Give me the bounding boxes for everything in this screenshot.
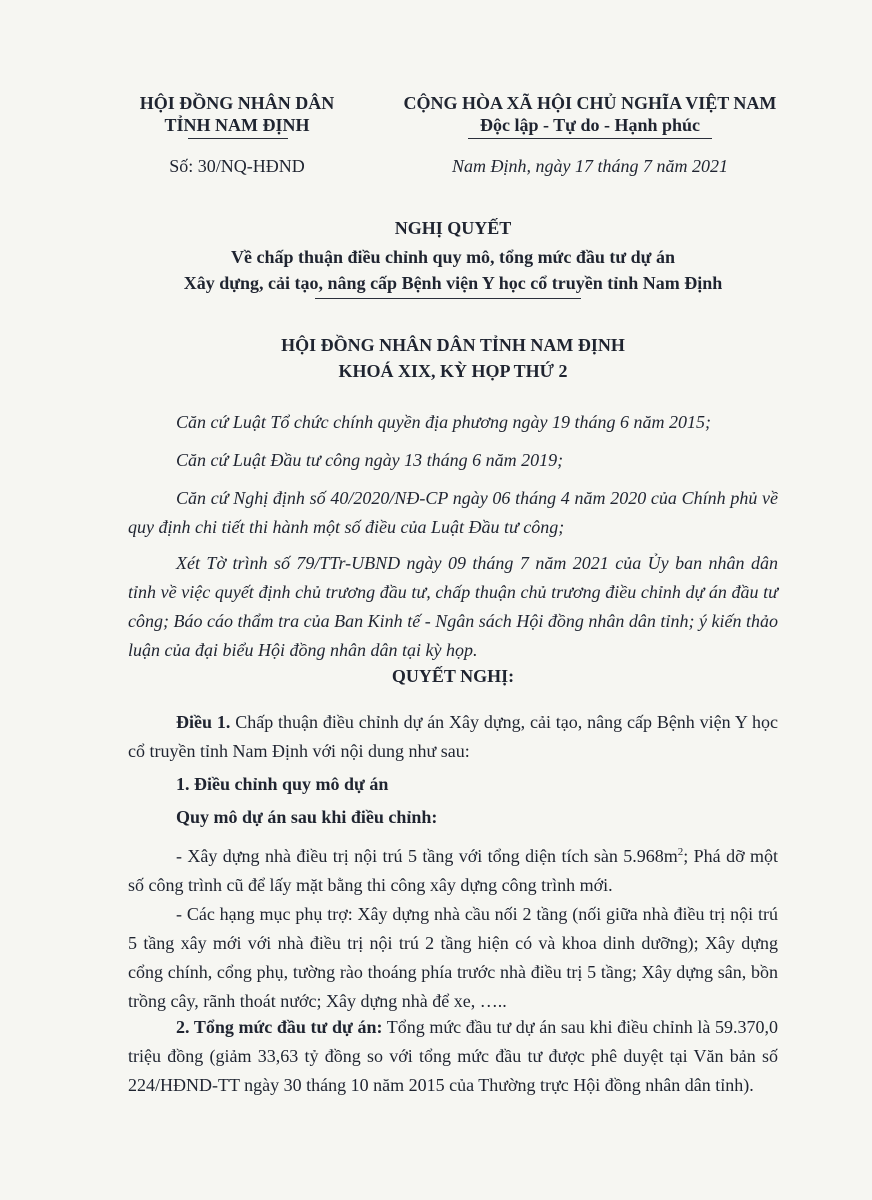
council-heading-line2: KHOÁ XIX, KỲ HỌP THỨ 2: [338, 361, 568, 381]
section-2-heading: 2. Tổng mức đầu tư dự án:: [176, 1017, 383, 1037]
legal-basis-4: Xét Tờ trình số 79/TTr-UBND ngày 09 tháng 7 năm 2021 của Ủy ban nhân dân tỉnh về việc quyết định chủ trương đầu tư, chấp thuận chủ trương điều chỉnh dự án đầu tư công; Báo cáo thẩm tra của Ban Kinh tế - Ngân sách Hội đồng nhân dân tỉnh; ý kiến thảo luận của đại biểu Hội đồng nhân dân tại kỳ họp.: [128, 553, 778, 660]
issuing-body-line2: TỈNH NAM ĐỊNH: [164, 115, 310, 135]
council-heading-line1: HỘI ĐỒNG NHÂN DÂN TỈNH NAM ĐỊNH: [281, 335, 625, 355]
section-2-text: Tổng mức đầu tư dự án sau khi điều chỉnh là 59.370,0 triệu đồng (giảm 33,63 tỷ đồng so với tổng mức đầu tư được phê duyệt tại Văn bản số 224/HĐND-TT ngày 30 tháng 10 năm 2015 của Thường trực Hội đồng nhân dân tỉnh).: [128, 1017, 778, 1095]
issuing-body-line1: HỘI ĐỒNG NHÂN DÂN: [139, 93, 335, 113]
national-title: [380, 92, 800, 136]
document-type: NGHỊ QUYẾT: [394, 218, 512, 238]
subject-underline: [315, 298, 581, 299]
item-1-superscript: 2: [677, 846, 684, 858]
issuing-body: [118, 92, 356, 136]
section-1-item-1: [128, 838, 778, 900]
resolves-heading: QUYẾT NGHỊ:: [391, 666, 515, 686]
section-1-item-2: - Các hạng mục phụ trợ: Xây dựng nhà cầu nối 2 tầng (nối giữa nhà điều trị nội trú 5 tầng xây mới với nhà điều trị nội trú 2 tầng hiện có và khoa dinh dưỡng); Xây dựng cổng chính, cổng phụ, tường rào thoáng phía trước nhà điều trị 5 tầng; Xây dựng sân, bồn trồng cây, rãnh thoát nước; Xây dựng nhà để xe, …..: [128, 904, 778, 1011]
national-title-line1: CỘNG HÒA XÃ HỘI CHỦ NGHĨA VIỆT NAM: [403, 93, 777, 113]
subject-line1: Về chấp thuận điều chỉnh quy mô, tổng mức đầu tư dự án: [230, 247, 675, 267]
item-1-text-a: - Xây dựng nhà điều trị nội trú 5 tầng với tổng diện tích sàn 5.968m: [176, 846, 678, 866]
subject-line2: Xây dựng, cải tạo, nâng cấp Bệnh viện Y học cổ truyền tỉnh Nam Định: [183, 273, 723, 293]
section-1-heading: 1. Điều chỉnh quy mô dự án: [176, 774, 389, 794]
council-heading: [128, 332, 778, 384]
motto-underline: [468, 138, 712, 139]
issuing-body-underline: [188, 138, 288, 139]
legal-basis-1: Căn cứ Luật Tổ chức chính quyền địa phương ngày 19 tháng 6 năm 2015;: [176, 412, 712, 432]
article-1: [128, 708, 778, 766]
legal-basis-3: Căn cứ Nghị định số 40/2020/NĐ-CP ngày 06 tháng 4 năm 2020 của Chính phủ về quy định chi tiết thi hành một số điều của Luật Đầu tư công;: [128, 488, 778, 537]
document-subject: [110, 244, 796, 296]
national-motto: Độc lập - Tự do - Hạnh phúc: [479, 115, 701, 135]
item-1-text-b: ; Phá dỡ một số công trình cũ để lấy mặt bằng thi công xây dựng công trình mới.: [128, 846, 778, 895]
section-2: [128, 1013, 778, 1100]
place-date: Nam Định, ngày 17 tháng 7 năm 2021: [452, 156, 728, 176]
section-1-subheading: Quy mô dự án sau khi điều chỉnh:: [176, 807, 438, 827]
document-number: Số: 30/NQ-HĐND: [169, 156, 305, 176]
article-1-label: Điều 1.: [176, 712, 231, 732]
legal-basis-2: Căn cứ Luật Đầu tư công ngày 13 tháng 6 năm 2019;: [176, 450, 564, 470]
article-1-text: Chấp thuận điều chỉnh dự án Xây dựng, cải tạo, nâng cấp Bệnh viện Y học cổ truyền tỉnh Nam Định với nội dung như sau:: [128, 712, 779, 761]
